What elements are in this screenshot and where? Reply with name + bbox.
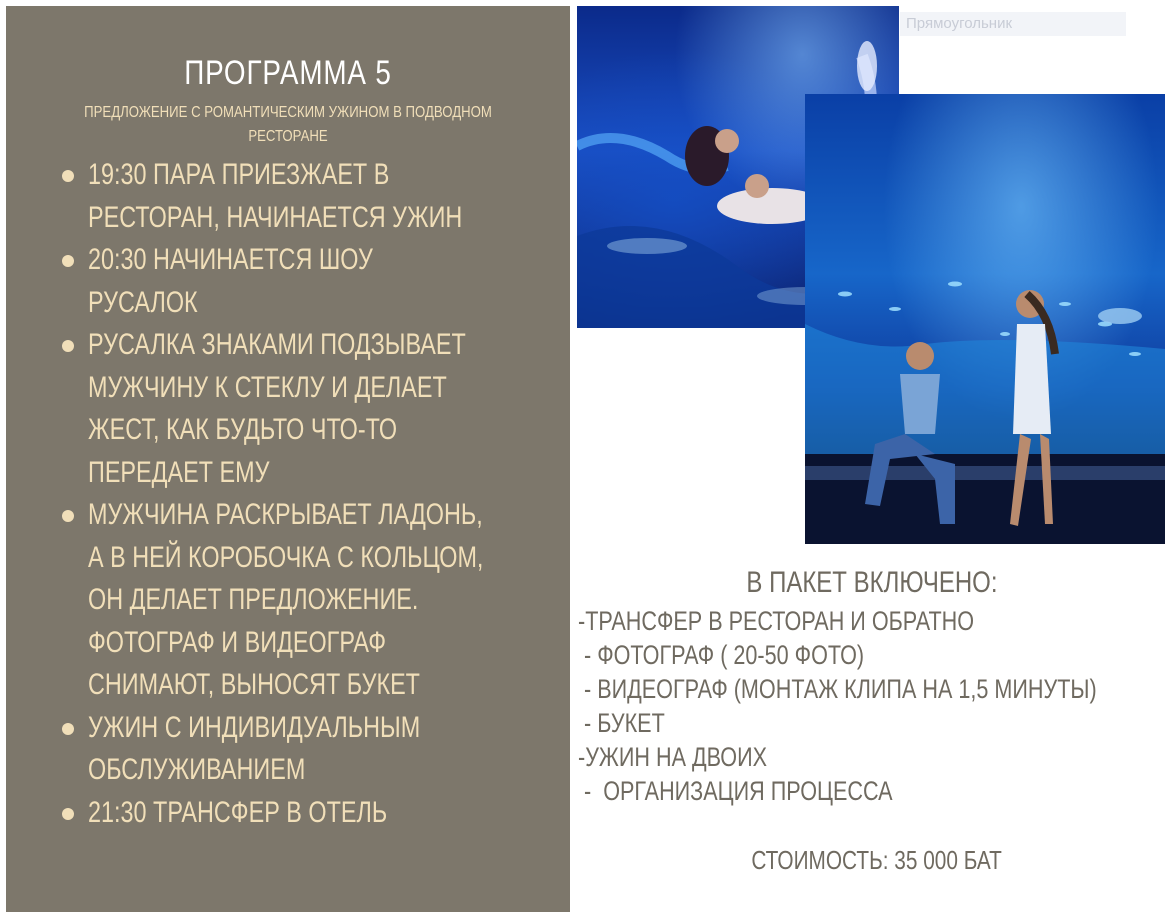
program-title: ПРОГРАММА 5: [184, 54, 392, 92]
program-step: [56, 792, 556, 835]
included-item-text: - ОРГАНИЗАЦИЯ ПРОЦЕССА: [578, 776, 893, 806]
program-step-text: ЖЕСТ, КАК БУДЬТО ЧТО-ТО: [88, 413, 398, 446]
bullet-icon: [62, 808, 74, 820]
program-step: [56, 154, 556, 197]
program-step-text: МУЖЧИНУ К СТЕКЛУ И ДЕЛАЕТ: [88, 370, 447, 404]
program-step-text: УЖИН С ИНДИВИДУАЛЬНЫМ: [88, 710, 421, 744]
bullet-icon: [62, 340, 74, 352]
included-item-text: -ТРАНСФЕР В РЕСТОРАН И ОБРАТНО: [578, 606, 975, 636]
included-heading: [577, 562, 1167, 604]
included-item: [578, 638, 1168, 672]
program-step-text: МУЖЧИНА РАСКРЫВАЕТ ЛАДОНЬ,: [88, 498, 483, 531]
proposal-scene-illustration: [805, 94, 1165, 544]
program-step-text: 19:30 ПАРА ПРИЕЗЖАЕТ В: [88, 158, 390, 191]
included-item: [578, 774, 1168, 808]
included-items-list: [578, 604, 1168, 808]
program-step-continuation: [56, 367, 556, 410]
program-step-continuation: [56, 282, 556, 325]
program-step-text: СНИМАЮТ, ВЫНОСЯТ БУКЕТ: [88, 668, 420, 701]
program-step-text: ПЕРЕДАЕТ ЕМУ: [88, 455, 270, 489]
included-item-text: - БУКЕТ: [578, 708, 665, 738]
included-heading-text: В ПАКЕТ ВКЛЮЧЕНО:: [746, 566, 998, 599]
program-step-text: ОН ДЕЛАЕТ ПРЕДЛОЖЕНИЕ.: [88, 583, 419, 616]
program-step: [56, 707, 556, 750]
included-item: [578, 706, 1168, 740]
program-step-continuation: [56, 197, 556, 240]
program-step-continuation: [56, 537, 556, 580]
program-step-text: ФОТОГРАФ И ВИДЕОГРАФ: [88, 625, 387, 659]
program-step-continuation: [56, 409, 556, 452]
program-step-continuation: [56, 622, 556, 665]
included-item-text: -УЖИН НА ДВОИХ: [578, 742, 768, 772]
program-step-text: А В НЕЙ КОРОБОЧКА С КОЛЬЦОМ,: [88, 540, 484, 574]
program-step-text: РУСАЛОК: [88, 285, 198, 319]
program-step-continuation: [56, 664, 556, 707]
program-panel: [6, 6, 570, 912]
program-steps-list: [56, 154, 556, 834]
proposal-photo: [805, 94, 1165, 544]
program-step: [56, 239, 556, 282]
price-text: СТОИМОСТЬ: 35 000 БАТ: [751, 845, 1003, 875]
price-line: [577, 840, 1175, 880]
program-subtitle: ПРЕДЛОЖЕНИЕ С РОМАНТИЧЕСКИМ УЖИНОМ В ПОДВОДНОМ РЕСТОРАНЕ: [84, 104, 492, 145]
bullet-icon: [62, 723, 74, 735]
program-step: [56, 324, 556, 367]
program-step-text: 21:30 ТРАНСФЕР В ОТЕЛЬ: [88, 795, 388, 829]
program-step-continuation: [56, 579, 556, 622]
included-item: [578, 604, 1168, 638]
program-step-continuation: [56, 749, 556, 792]
program-step-text: 20:30 НАЧИНАЕТСЯ ШОУ: [88, 243, 373, 276]
bullet-icon: [62, 255, 74, 267]
program-step-continuation: [56, 452, 556, 495]
program-step: [56, 494, 556, 537]
bullet-icon: [62, 170, 74, 182]
included-item-text: - ВИДЕОГРАФ (МОНТАЖ КЛИПА НА 1,5 МИНУТЫ): [578, 674, 1097, 704]
shape-placeholder-label: Прямоугольник: [900, 12, 1126, 36]
program-step-text: РУСАЛКА ЗНАКАМИ ПОДЗЫВАЕТ: [88, 328, 466, 361]
program-step-text: ОБСЛУЖИВАНИЕМ: [88, 753, 306, 786]
included-item: [578, 740, 1168, 774]
bullet-icon: [62, 510, 74, 522]
included-item: [578, 672, 1168, 706]
included-item-text: - ФОТОГРАФ ( 20-50 ФОТО): [578, 640, 865, 670]
program-step-text: РЕСТОРАН, НАЧИНАЕТСЯ УЖИН: [88, 200, 463, 234]
